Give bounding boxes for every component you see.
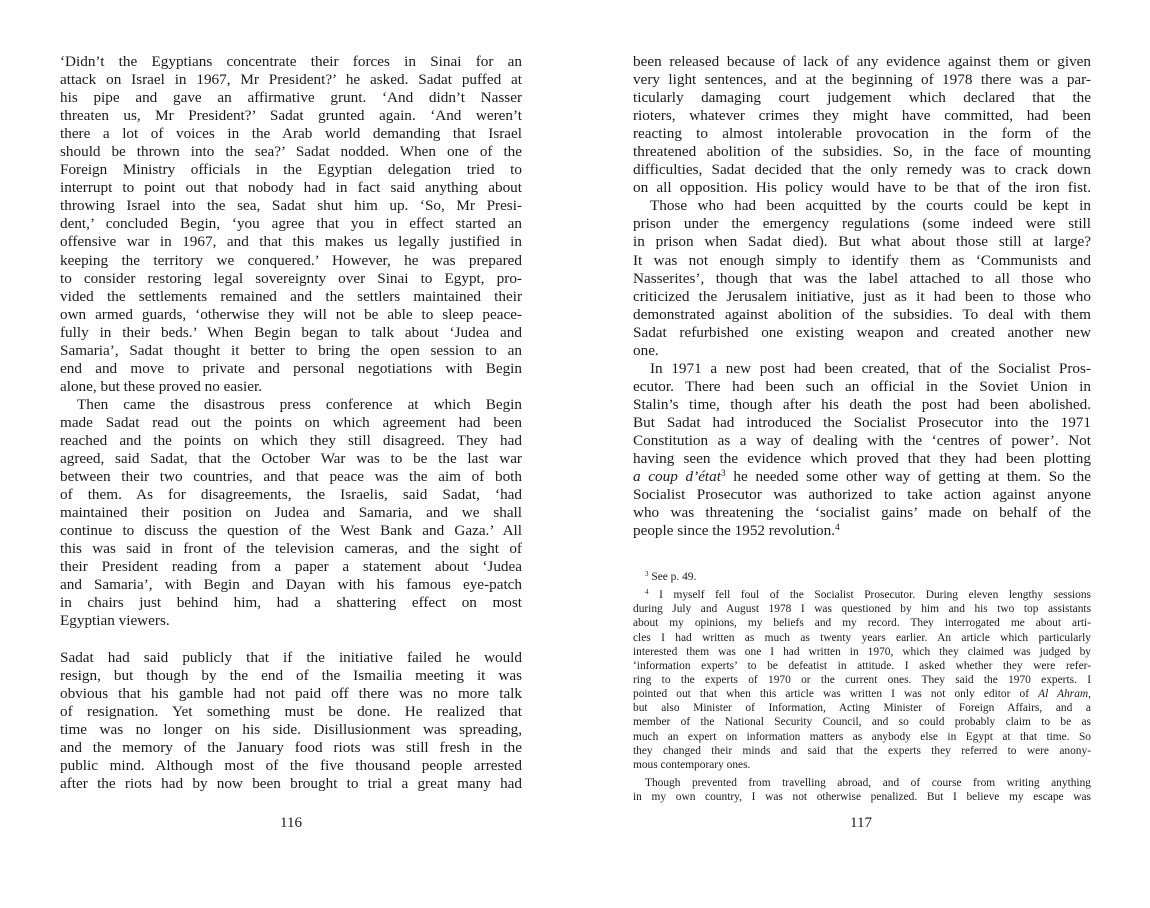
text-line: reached and the points on which they still disagreed. They had xyxy=(60,431,522,449)
text-line: Foreign Ministry officials in the Egyptian delegation tried to xyxy=(60,161,522,179)
text-line: maintained their position on Judea and Samaria, and we shall xyxy=(60,504,522,522)
footnote-line: about my opinions, my beliefs and my record. They interrogated me about arti- xyxy=(633,617,1091,630)
footnote-line: ring to the experts of 1970 or the current ones. They said the 1970 experts. I xyxy=(633,673,1091,686)
text-line: there a lot of voices in the Arab world demanding that Israel xyxy=(60,125,522,143)
footnote-marker: 3 xyxy=(645,570,649,579)
text-line: his pipe and gave an affirmative grunt. ‘And didn’t Nasser xyxy=(60,89,522,107)
text-line: But Sadat had introduced the Socialist Prosecutor into the 1971 xyxy=(633,413,1091,431)
footnote-line: ‘information experts’ to be defeatist in attitude. I asked whether they were refer- xyxy=(633,659,1091,672)
text-line: criticized the Jerusalem initiative, just as it had been to those who xyxy=(633,287,1091,305)
text-line: ticularly damaging court judgement which declared that the xyxy=(633,89,1091,107)
text-line: threaten us, Mr President?’ Sadat grunted again. ‘And weren’t xyxy=(60,107,522,125)
text-line: In 1971 a new post had been created, that of the Socialist Pros- xyxy=(650,359,1091,377)
text-line: who was threatening the ‘socialist gains’ made on behalf of the xyxy=(633,504,1091,522)
text-line: between their two countries, and that peace was the aim of both xyxy=(60,468,522,486)
footnote-ref: 4 xyxy=(835,523,840,534)
text-line: made Sadat read out the points on which agreement had been xyxy=(60,413,522,431)
text-line: own armed guards, ‘otherwise they will not be able to sleep peace- xyxy=(60,305,522,323)
text-line: obvious that his gamble had not paid off there was no more talk xyxy=(60,684,522,702)
text-line: to consider restoring legal sovereignty over Sinai to Egypt, pro- xyxy=(60,269,522,287)
left-page-text xyxy=(60,53,522,793)
text-line: of resignation. Yet something must be done. He realized that xyxy=(60,702,522,720)
text-line: dent,’ concluded Begin, ‘you agree that you in effect started an xyxy=(60,215,522,233)
footnote-line: Though prevented from travelling abroad, and of course from writing anything xyxy=(645,776,1091,789)
right-page-text xyxy=(633,53,1091,540)
text-fragment: people since the 1952 revolution. xyxy=(633,522,836,540)
text-line: It was not enough simply to identify them as ‘Communists and xyxy=(633,251,1091,269)
footnote-line: mous contemporary ones. xyxy=(633,758,751,771)
text-line: ecutor. There had been such an official in the Soviet Union in xyxy=(633,377,1091,395)
footnote-line: member of the National Security Council, and so could probably claim to be as xyxy=(633,716,1091,729)
text-line: threatened abolition of the subsidies. So, in the face of mounting xyxy=(633,143,1091,161)
footnote-text: pointed out that when this article was written I was not only editor of xyxy=(633,688,1029,701)
text-line: public mind. Although most of the five thousand people arrested xyxy=(60,756,522,774)
footnote-marker: 4 xyxy=(645,588,649,597)
text-line: after the riots had by now been brought to trial a great many had xyxy=(60,774,522,792)
text-line: and Samaria’, with Begin and Dayan with his famous eye-patch xyxy=(60,576,522,594)
text-line: and the memory of the January food riots was still fresh in the xyxy=(60,738,522,756)
text-line xyxy=(633,468,1091,486)
text-line: having seen the evidence which proved that they had been plotting xyxy=(633,450,1091,468)
footnote-line: cles I had written as much as twenty years earlier. An article which particularly xyxy=(633,631,1091,644)
page-number: 117 xyxy=(850,815,872,831)
text-line: on all opposition. His policy would have to be that of the iron fist. xyxy=(633,179,1091,197)
footnote-3 xyxy=(633,570,1091,584)
publication-title: Al Ahram xyxy=(1038,688,1089,701)
text-line: difficulties, Sadat decided that the only remedy was to crack down xyxy=(633,161,1091,179)
text-line: rioters, whatever crimes they might have committed, had been xyxy=(633,107,1091,125)
text-line: offensive war in 1967, and that this makes us legally justified in xyxy=(60,233,522,251)
text-line xyxy=(633,522,1091,540)
text-line: fully in their beds.’ When Begin began to talk about ‘Judea and xyxy=(60,323,522,341)
text-line: demonstrated against abolition of the subsidies. To deal with them xyxy=(633,305,1091,323)
text-line: Socialist Prosecutor was authorized to take action against anyone xyxy=(633,486,1091,504)
text-line: vided the settlements remained and the settlers maintained their xyxy=(60,287,522,305)
text-line: Sadat had said publicly that if the initiative failed he would xyxy=(60,648,522,666)
text-line: their President reading from a paper a statement about ‘Judea xyxy=(60,558,522,576)
footnote-line: during July and August 1978 I was questioned by him and his two top assistants xyxy=(633,603,1091,616)
footnote-line: pointed out that when this article was written I was not only editor of Al Ahram, xyxy=(633,688,1091,701)
text-line: interrupt to point out that nobody had in fact said anything about xyxy=(60,179,522,197)
footnotes xyxy=(633,570,1091,804)
text-line: attack on Israel in 1967, Mr President?’ he asked. Sadat puffed at xyxy=(60,71,522,89)
footnote-line: they changed their minds and said that the experts they referred to were anony- xyxy=(633,744,1091,757)
text-line: should be thrown into the sea?’ Sadat nodded. When one of the xyxy=(60,143,522,161)
text-line: of them. As for disagreements, the Israelis, said Sadat, ‘had xyxy=(60,486,522,504)
text-line: Stalin’s time, though after his death the post had been abolished. xyxy=(633,395,1091,413)
right-page xyxy=(575,0,1150,908)
text-line: continue to discuss the question of the West Bank and Gaza.’ All xyxy=(60,522,522,540)
footnote-line: much an expert on information matters as anybody else in Egypt at that time. So xyxy=(633,730,1091,743)
footnote-text: See p. 49. xyxy=(651,571,697,583)
text-line: Samaria’, Sadat thought it better to bring the open session to an xyxy=(60,341,522,359)
text-line: agreed, said Sadat, that the October War was to be the last war xyxy=(60,450,522,468)
text-line: Sadat refurbished one existing weapon and created another new xyxy=(633,323,1091,341)
footnote-line: in my own country, I was not otherwise penalized. But I believe my escape was xyxy=(633,791,1091,804)
footnote-text: I myself fell foul of the Socialist Prosecutor. During eleven lengthy sessions xyxy=(659,589,1091,602)
text-line: in prison when Sadat died). But what about those still at large? xyxy=(633,233,1091,251)
text-line: alone, but these proved no easier. xyxy=(60,377,263,395)
text-line: Then came the disastrous press conference at which Begin xyxy=(77,395,522,413)
text-fragment: he needed some other way of getting at them. So the xyxy=(733,468,1092,486)
text-line: ‘Didn’t the Egyptians concentrate their forces in Sinai for an xyxy=(60,53,522,70)
text-line: Those who had been acquitted by the courts could be kept in xyxy=(650,197,1091,215)
text-line: been released because of lack of any evidence against them or given xyxy=(633,53,1091,70)
text-line: one. xyxy=(633,341,659,359)
text-line: Constitution as a way of dealing with the ‘centres of power’. Not xyxy=(633,431,1091,449)
coup-phrase: a coup d’état xyxy=(633,468,721,486)
footnote-line: interested them was one I had written in 1970, which they claimed was judged by xyxy=(633,645,1091,658)
text-line: time was no longer on his side. Disillusionment was spreading, xyxy=(60,720,522,738)
text-line: very light sentences, and at the beginning of 1978 there was a par- xyxy=(633,71,1091,89)
text-line: end and move to private and personal negotiations with Begin xyxy=(60,359,522,377)
text-line: Nasserites’, though that was the label attached to all those who xyxy=(633,269,1091,287)
text-line: reacting to almost intolerable provocation in the form of the xyxy=(633,125,1091,143)
footnote-line: but also Minister of Information, Acting Minister of Foreign Affairs, and a xyxy=(633,702,1091,715)
text-line: resign, but though by the end of the Ismailia meeting it was xyxy=(60,666,522,684)
footnote-ref: 3 xyxy=(720,468,726,479)
page-number: 116 xyxy=(280,815,302,831)
footnote-line xyxy=(633,588,1091,602)
text-line: in chairs just behind him, had a shattering effect on most xyxy=(60,594,522,612)
text-line: this was said in front of the television cameras, and the sight of xyxy=(60,540,522,558)
text-line: throwing Israel into the sea, Sadat shut him up. ‘So, Mr Presi- xyxy=(60,197,522,215)
text-line: Egyptian viewers. xyxy=(60,612,170,630)
text-line: keeping the territory we conquered.’ However, he was prepared xyxy=(60,251,522,269)
text-line: prison under the emergency regulations (some indeed were still xyxy=(633,215,1091,233)
section-break xyxy=(60,631,522,649)
